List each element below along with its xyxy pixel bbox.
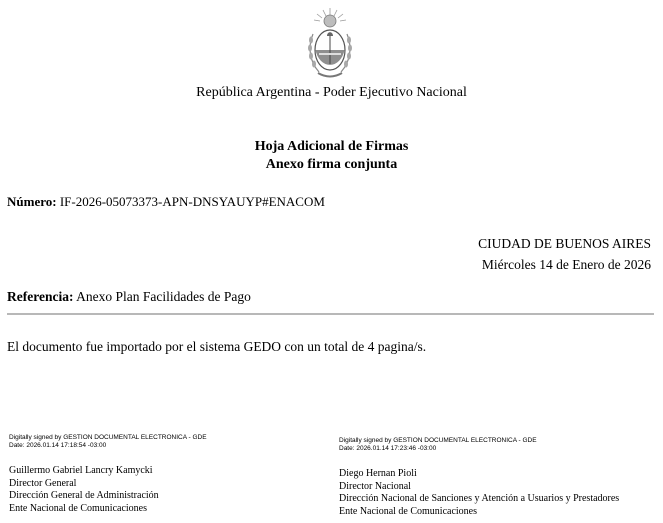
referencia-value: Anexo Plan Facilidades de Pago xyxy=(76,289,251,304)
date: Miércoles 14 de Enero de 2026 xyxy=(481,257,651,272)
signature-block-2 xyxy=(339,437,619,518)
referencia-label: Referencia: xyxy=(7,289,74,304)
signer-position: Director General xyxy=(9,477,77,489)
numero-label: Número: xyxy=(7,194,57,209)
signer-name: Diego Hernan Pioli xyxy=(339,468,417,479)
reference xyxy=(7,289,251,305)
city: CIUDAD DE BUENOS AIRES xyxy=(478,236,651,251)
signer-entity: Ente Nacional de Comunicaciones xyxy=(339,505,478,517)
document-number xyxy=(7,194,325,210)
signer-entity: Ente Nacional de Comunicaciones xyxy=(9,502,148,514)
title-line-2: Anexo firma conjunta xyxy=(265,157,398,172)
signature-block-1 xyxy=(9,434,207,515)
signer-unit: Dirección Nacional de Sanciones y Atención a Usuarios y Prestadores xyxy=(339,493,620,504)
body-text: El documento fue importado por el sistema GEDO con un total de 4 pagina/s. xyxy=(7,339,427,354)
signer-unit: Dirección General de Administración xyxy=(9,490,159,501)
document-title xyxy=(0,138,663,174)
divider xyxy=(7,313,654,315)
digital-signature-stamp: Digitally signed by GESTION DOCUMENTAL ELECTRONICA - GDE Date: 2026.01.14 17:18:54 -03:00 xyxy=(9,434,207,449)
location-date xyxy=(478,233,651,275)
digital-signature-stamp: Digitally signed by GESTION DOCUMENTAL ELECTRONICA - GDE Date: 2026.01.14 17:23:46 -03:00 xyxy=(339,437,537,452)
signer-name: Guillermo Gabriel Lancry Kamycki xyxy=(9,465,153,476)
coat-of-arms-icon xyxy=(303,6,357,84)
issuer-header: República Argentina - Poder Ejecutivo Nacional xyxy=(196,85,467,100)
signer-position: Director Nacional xyxy=(339,480,411,492)
numero-value: IF-2026-05073373-APN-DNSYAUYP#ENACOM xyxy=(59,194,325,209)
title-line-1: Hoja Adicional de Firmas xyxy=(254,139,409,154)
